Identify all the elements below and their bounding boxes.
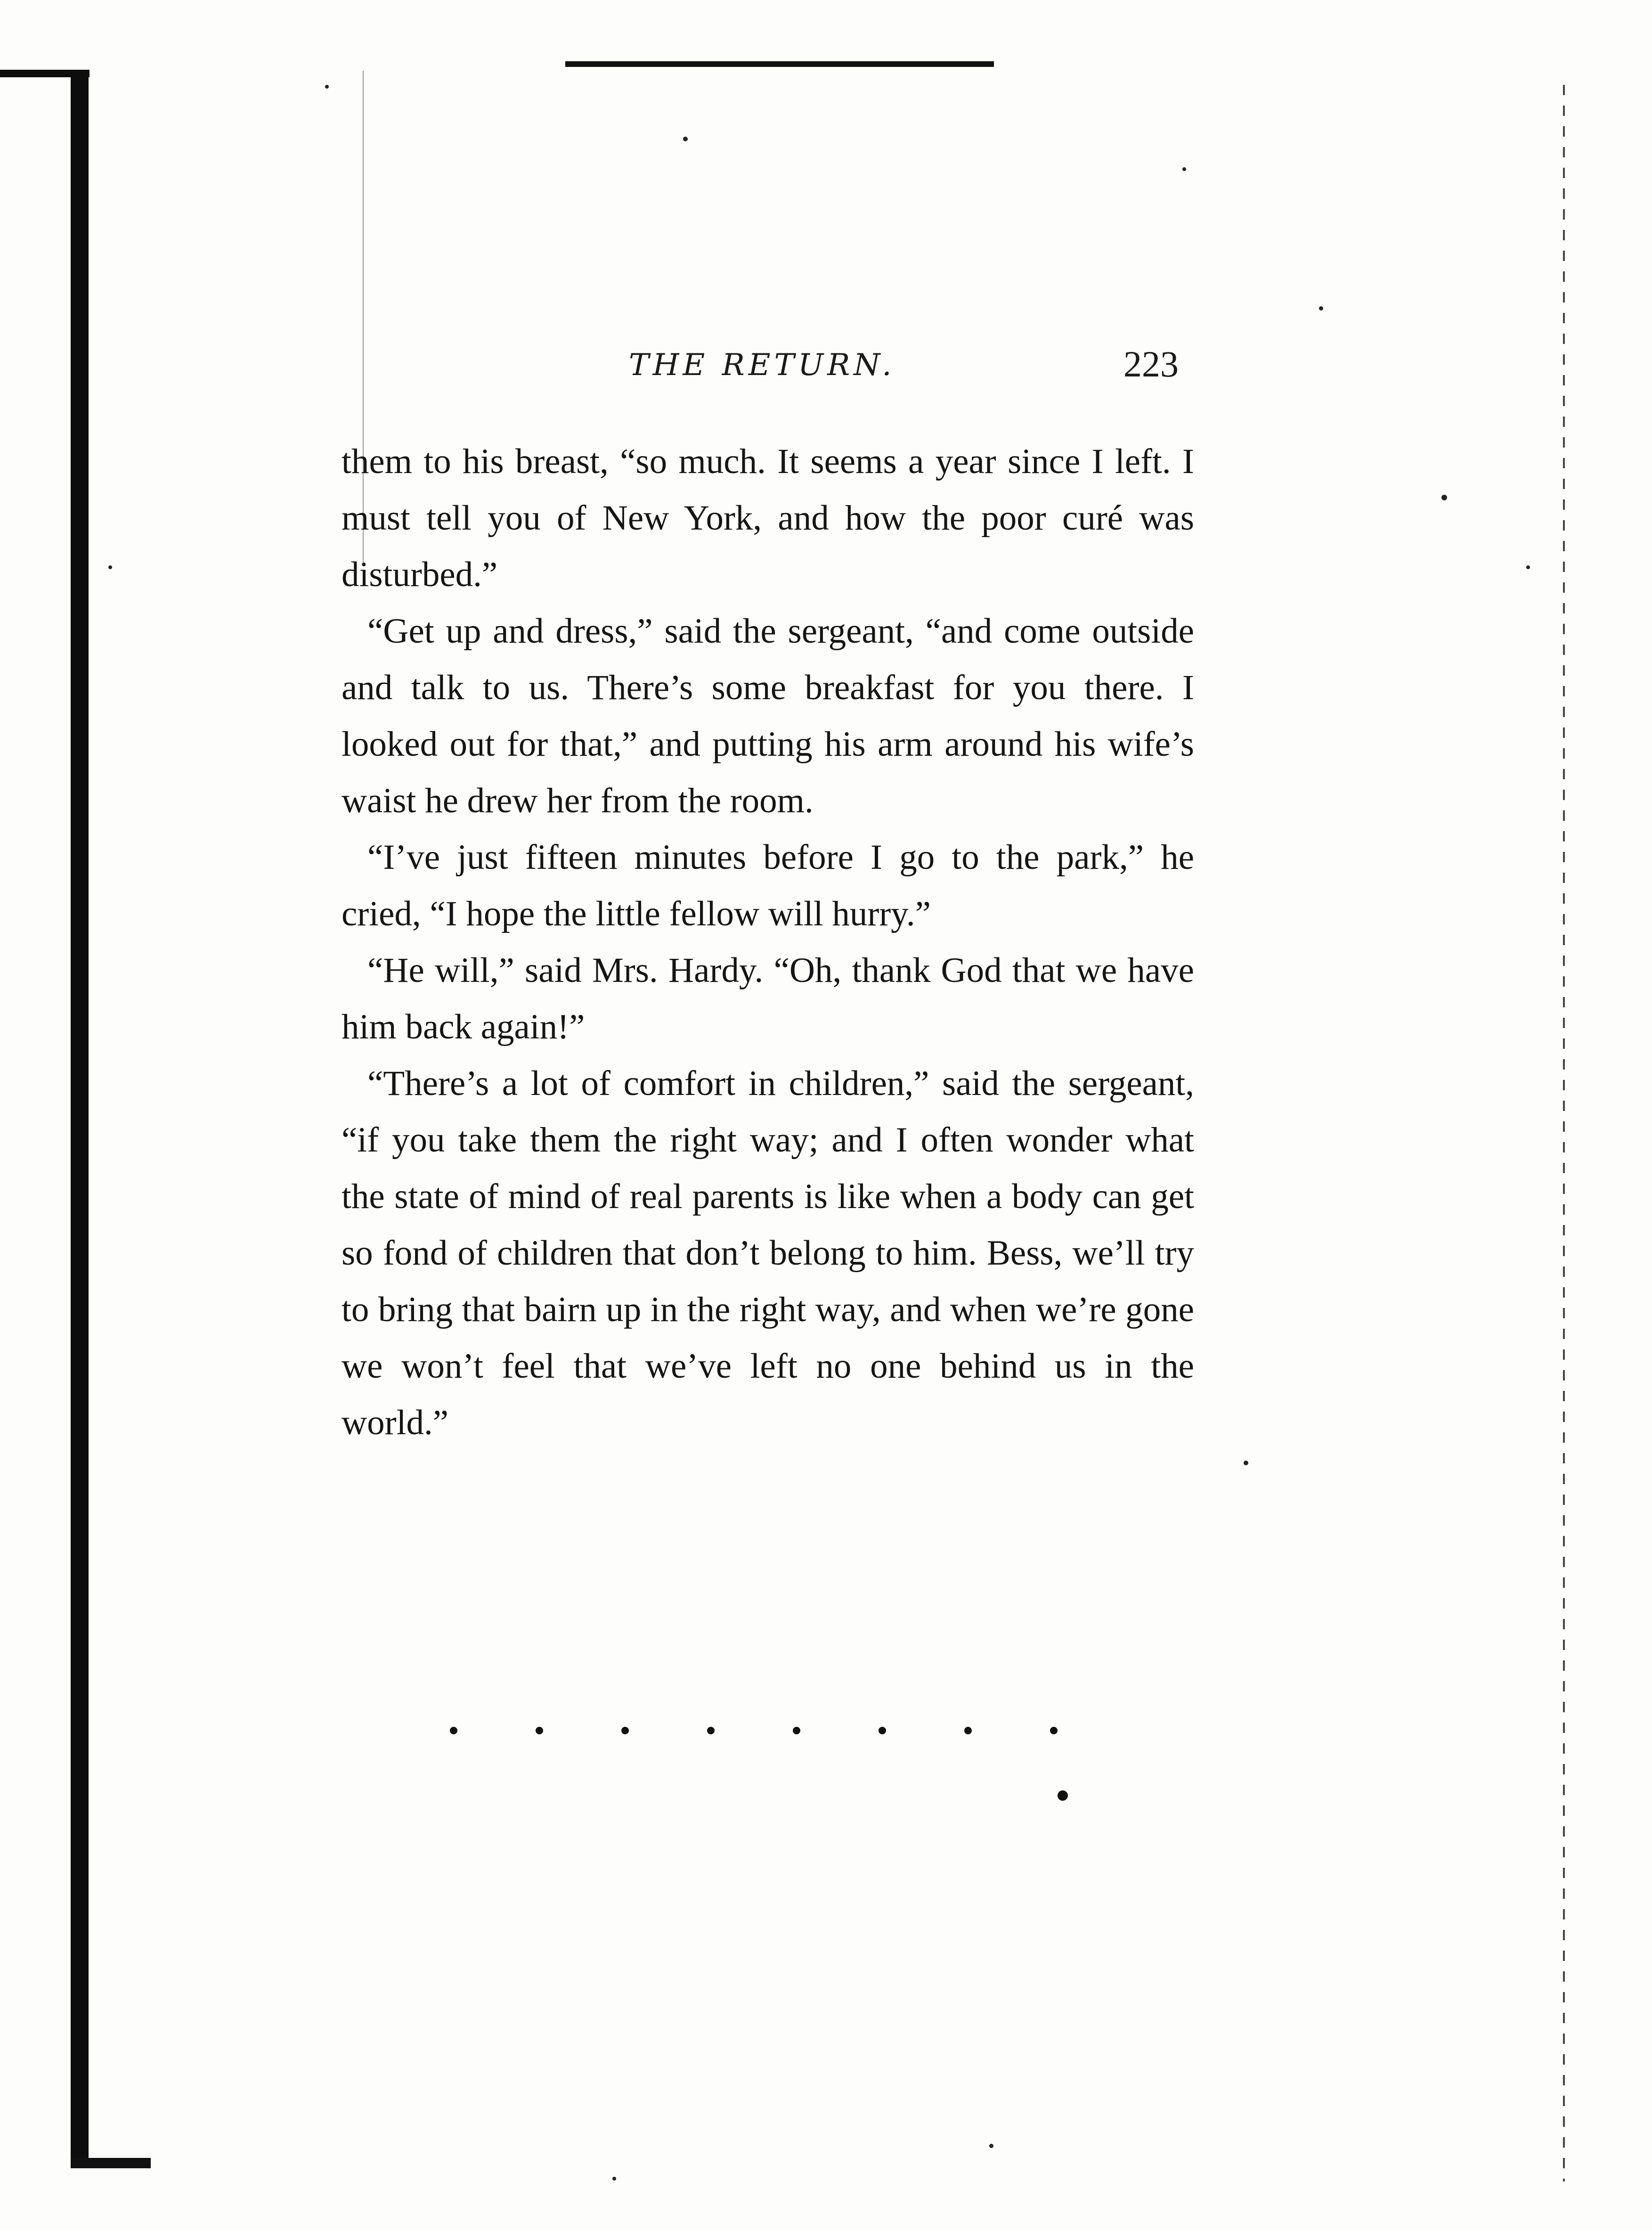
section-end-ornament — [450, 1727, 1058, 1734]
paragraph-2: “Get up and dress,” said the sergeant, “and come outside and talk to us. There’s some breakfast for you there. I looked out for that,” and putting his arm around his wife’s waist he drew her from the room. — [342, 612, 1194, 820]
scan-speck — [1526, 565, 1530, 569]
ornament-dot — [707, 1727, 715, 1734]
scan-speck — [1244, 1461, 1248, 1465]
ornament-dot — [879, 1727, 886, 1734]
binding-shadow-top — [0, 70, 90, 77]
top-rule — [565, 61, 994, 67]
binding-shadow-foot — [71, 2158, 151, 2168]
scan-speck — [325, 85, 329, 89]
scan-speck — [1319, 306, 1323, 310]
scan-speck — [108, 565, 112, 569]
page-right-edge — [1563, 85, 1565, 2181]
ornament-dot — [450, 1727, 457, 1734]
scan-speck — [612, 2177, 616, 2181]
paragraph-3: “I’ve just fifteen minutes before I go to the park,” he cried, “I hope the little fellow will hurry.” — [342, 838, 1194, 933]
scan-speck — [1182, 167, 1186, 171]
paragraph-4: “He will,” said Mrs. Hardy. “Oh, thank God that we have him back again!” — [342, 951, 1194, 1046]
binding-shadow — [71, 71, 89, 2167]
scan-speck — [683, 137, 688, 141]
scan-speck — [1441, 495, 1447, 500]
running-title: THE RETURN. — [629, 348, 895, 383]
page-number: 223 — [1123, 343, 1179, 384]
ornament-dot — [536, 1727, 543, 1734]
paragraph-5: “There’s a lot of comfort in children,” said the sergeant, “if you take them the right way; and I often wonder what the state of mind of real parents is like when a body can get so fond of children that don’t belong to him. Bess, we’ll try to bring that bairn up in the right way, and when we’re gone we won’t feel that we’ve left no one behind us in the world.” — [342, 1064, 1194, 1442]
ornament-dot — [621, 1727, 629, 1734]
body-text — [342, 433, 1194, 1451]
ornament-dot — [1050, 1727, 1058, 1734]
ornament-dot — [793, 1727, 800, 1734]
scan-speck — [989, 2144, 993, 2148]
ornament-dot-large — [1058, 1790, 1068, 1801]
paragraph-1: them to his breast, “so much. It seems a year since I left. I must tell you of New York, and how the poor curé was disturbed.” — [342, 442, 1194, 594]
ornament-dot — [964, 1727, 972, 1734]
